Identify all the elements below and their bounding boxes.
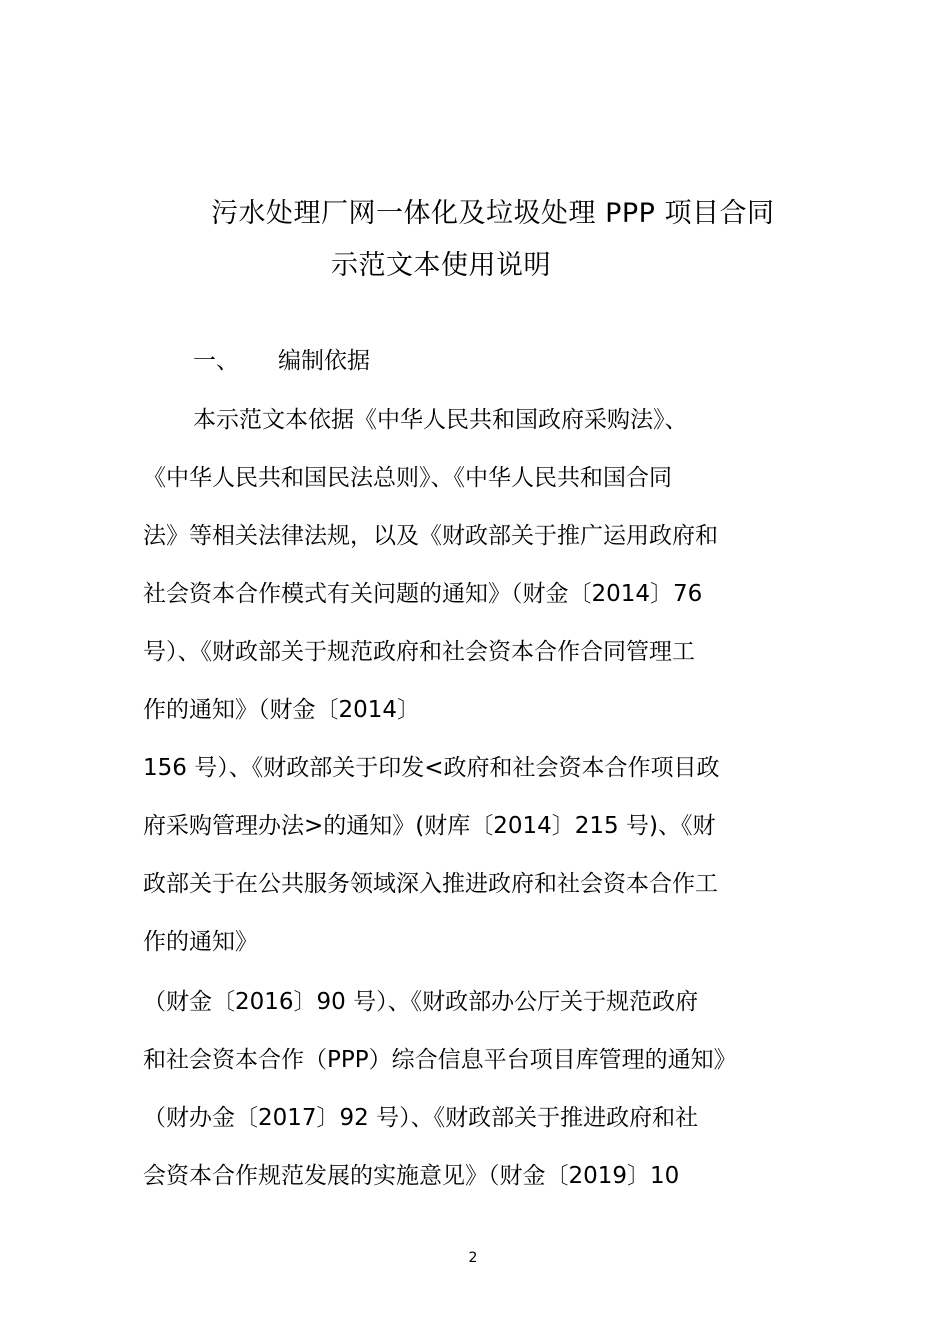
body-line: （财办金〔2017〕92 号）、《财政部关于推进政府和社 bbox=[143, 1105, 699, 1131]
body-line: 作的通知》（财金〔2014〕 bbox=[143, 697, 421, 723]
section-heading: 编制依据 bbox=[278, 348, 370, 374]
body-line: 社会资本合作模式有关问题的通知》（财金〔2014〕76 bbox=[143, 581, 703, 607]
body-line: 府采购管理办法>的通知》(财库〔2014〕215 号)、《财 bbox=[143, 813, 716, 839]
body-line: 《中华人民共和国民法总则》、《中华人民共和国合同 bbox=[143, 465, 672, 491]
body-line: 会资本合作规范发展的实施意见》（财金〔2019〕10 bbox=[143, 1163, 680, 1189]
section-number: 一、 bbox=[193, 348, 239, 374]
body-line: 本示范文本依据《中华人民共和国政府采购法》、 bbox=[193, 407, 688, 433]
body-line: 156 号）、《财政部关于印发<政府和社会资本合作项目政 bbox=[143, 755, 720, 781]
page-number: 2 bbox=[468, 1250, 478, 1266]
body-line: （财金〔2016〕90 号）、《财政部办公厅关于规范政府 bbox=[143, 989, 699, 1015]
document-title-line-1: 污水处理厂网一体化及垃圾处理 PPP 项目合同 bbox=[211, 198, 775, 229]
body-line: 号）、《财政部关于规范政府和社会资本合作合同管理工 bbox=[143, 639, 695, 665]
document-title-line-2: 示范文本使用说明 bbox=[331, 250, 551, 281]
body-line: 法》等相关法律法规，以及《财政部关于推广运用政府和 bbox=[143, 523, 718, 549]
body-line: 政部关于在公共服务领域深入推进政府和社会资本合作工 bbox=[143, 871, 718, 897]
body-line: 和社会资本合作（PPP）综合信息平台项目库管理的通知》 bbox=[143, 1047, 737, 1073]
body-line: 作的通知》 bbox=[143, 929, 258, 955]
